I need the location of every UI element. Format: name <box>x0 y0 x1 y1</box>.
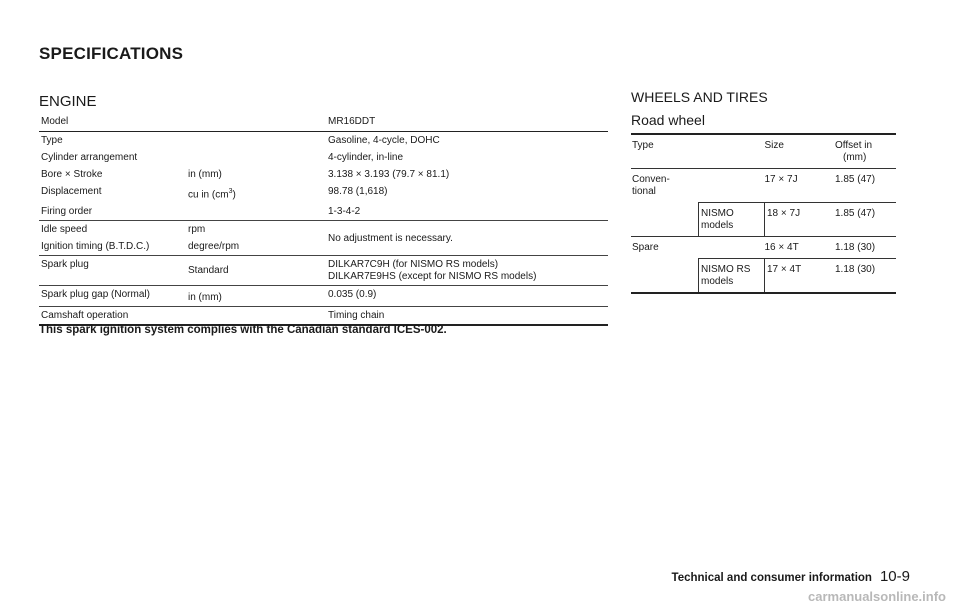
table-row <box>631 258 896 293</box>
wheel-size: 16 × 4T <box>765 236 836 258</box>
spec-label: Camshaft operation <box>39 307 188 326</box>
wheel-offset: 1.85 (47) <box>835 202 896 236</box>
wheel-subtype: NISMO models <box>699 202 765 236</box>
spec-label: Idle speed <box>39 221 188 239</box>
spec-value: DILKAR7C9H (for NISMO RS models) DILKAR7E9HS (except for NISMO RS models) <box>328 256 608 286</box>
spec-unit: in (mm) <box>188 286 328 307</box>
table-row <box>39 286 608 307</box>
wheels-heading: WHEELS AND TIRES <box>631 89 768 105</box>
table-row <box>39 203 608 221</box>
spec-unit: degree/rpm <box>188 241 240 253</box>
table-row <box>631 202 896 236</box>
wheel-type: Conven- tional <box>632 174 670 197</box>
engine-heading: ENGINE <box>39 93 97 110</box>
spec-label: Model <box>41 116 69 127</box>
wheel-offset: 1.85 (47) <box>835 174 876 185</box>
spec-value: 4-cylinder, in-line <box>328 152 404 163</box>
wheel-offset: 1.18 (30) <box>835 258 896 293</box>
wheel-subtype: NISMO RS models <box>699 258 765 293</box>
compliance-note: This spark ignition system complies with the Canadian standard ICES-002. <box>39 324 447 336</box>
spec-label: Cylinder arrangement <box>41 152 138 163</box>
spec-value: 0.035 (0.9) <box>328 286 608 307</box>
wheel-type: Spare <box>631 236 699 258</box>
page-footer <box>672 568 910 585</box>
spec-unit: Standard <box>188 256 328 286</box>
column-header-offset: Offset in (mm) <box>835 140 873 163</box>
table-row <box>39 307 608 326</box>
wheel-offset: 1.18 (30) <box>835 236 896 258</box>
spec-label: Ignition timing (B.T.D.C.) <box>41 241 150 253</box>
spec-value: 1-3-4-2 <box>328 206 361 218</box>
road-wheel-table <box>631 133 896 294</box>
spec-unit: in (mm) <box>188 169 222 180</box>
spec-label: Spark plug <box>39 256 188 286</box>
spec-value: Gasoline, 4-cycle, DOHC <box>328 135 440 146</box>
table-row <box>39 256 608 286</box>
table-row <box>631 169 896 203</box>
spec-value: No adjustment is necessary. <box>328 221 608 256</box>
table-row <box>631 236 896 258</box>
table-row <box>39 132 608 150</box>
spec-unit: rpm <box>188 221 328 239</box>
table-row <box>39 166 608 183</box>
spec-label: Firing order <box>41 206 93 218</box>
table-row <box>39 183 608 203</box>
wheel-size: 17 × 4T <box>765 258 836 293</box>
table-header-row <box>631 134 896 169</box>
spec-label: Spark plug gap (Normal) <box>39 286 188 307</box>
watermark: carmanualsonline.info <box>808 589 946 604</box>
spec-unit <box>188 307 328 326</box>
wheel-size: 18 × 7J <box>765 202 836 236</box>
spec-value: 3.138 × 3.193 (79.7 × 81.1) <box>328 169 450 180</box>
road-wheel-subheading: Road wheel <box>631 112 705 128</box>
column-header-type: Type <box>632 140 654 151</box>
column-header-size: Size <box>764 140 784 151</box>
wheel-size: 17 × 7J <box>764 174 798 185</box>
spec-value: 98.78 (1,618) <box>328 186 388 197</box>
spec-unit <box>188 114 328 132</box>
engine-spec-table <box>39 114 608 326</box>
spec-label: Bore × Stroke <box>41 169 103 180</box>
page-title: SPECIFICATIONS <box>39 44 184 63</box>
spec-unit <box>188 149 328 166</box>
table-row <box>39 221 608 239</box>
spec-unit <box>188 203 328 221</box>
spec-value: MR16DDT <box>328 116 376 127</box>
spec-value: Timing chain <box>328 307 608 326</box>
spec-unit <box>188 132 328 150</box>
page-number: 10-9 <box>879 568 910 585</box>
footer-section-title: Technical and consumer information <box>671 572 872 584</box>
table-row <box>39 149 608 166</box>
spec-unit: cu in $(cm^3)$ <box>188 188 236 201</box>
table-row <box>39 114 608 132</box>
spec-label: Type <box>41 135 63 146</box>
spec-label: Displacement <box>41 186 102 197</box>
